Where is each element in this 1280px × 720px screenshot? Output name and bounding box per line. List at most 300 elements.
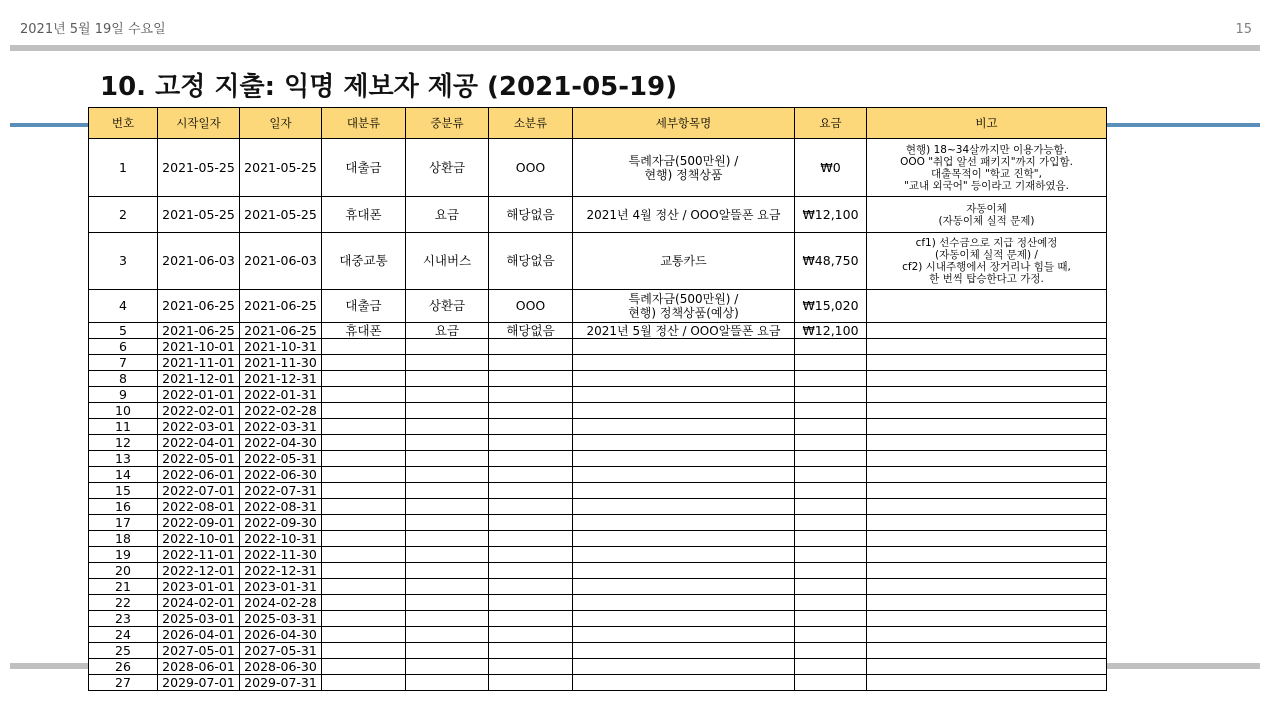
cell-category-middle — [406, 435, 489, 451]
cell-category-minor — [489, 483, 573, 499]
cell-no: 15 — [89, 483, 158, 499]
cell-category-major — [322, 515, 406, 531]
cell-category-minor: OOO — [489, 139, 573, 197]
table-row — [89, 627, 1107, 643]
cell-category-minor — [489, 339, 573, 355]
table-row — [89, 290, 1107, 323]
cell-category-minor — [489, 387, 573, 403]
cell-item-line: 현행) 정책상품(예상) — [628, 306, 739, 320]
slide-title: 10. 고정 지출: 익명 제보자 제공 (2021-05-19) — [100, 72, 678, 102]
cell-fee — [795, 451, 867, 467]
cell-category-minor: 해당없음 — [489, 233, 573, 290]
accent-line-left — [10, 123, 88, 127]
cell-note-line: cf1) 선수금으로 지급 정산예정 — [915, 237, 1058, 249]
cell-no: 3 — [89, 233, 158, 290]
cell-category-middle: 상환금 — [406, 139, 489, 197]
slide-date: 2021년 5월 19일 수요일 — [20, 22, 166, 37]
cell-category-major: 대출금 — [322, 139, 406, 197]
cell-note-line: 대출목적이 "학교 진학", — [931, 167, 1042, 180]
cell-category-minor — [489, 547, 573, 563]
cell-start-date: 2022-08-01 — [158, 499, 240, 515]
cell-no: 13 — [89, 451, 158, 467]
cell-start-date: 2021-12-01 — [158, 371, 240, 387]
cell-category-middle — [406, 483, 489, 499]
cell-item-line: 특례자금(500만원) / — [628, 153, 739, 168]
cell-date: 2028-06-30 — [240, 659, 322, 675]
cell-item-name — [573, 467, 795, 483]
cell-note — [867, 499, 1107, 515]
cell-no: 6 — [89, 339, 158, 355]
cell-category-major — [322, 355, 406, 371]
cell-fee: ₩12,100 — [795, 323, 867, 339]
table-row — [89, 675, 1107, 691]
cell-category-minor — [489, 515, 573, 531]
cell-date: 2029-07-31 — [240, 675, 322, 691]
cell-item-name — [573, 483, 795, 499]
col-header-category-middle: 중분류 — [406, 108, 489, 139]
cell-category-middle — [406, 643, 489, 659]
cell-category-middle — [406, 515, 489, 531]
cell-no: 11 — [89, 419, 158, 435]
cell-item-name — [573, 403, 795, 419]
cell-date: 2021-11-30 — [240, 355, 322, 371]
cell-category-major — [322, 435, 406, 451]
cell-start-date: 2021-10-01 — [158, 339, 240, 355]
cell-fee — [795, 611, 867, 627]
cell-fee — [795, 355, 867, 371]
cell-item-name — [573, 563, 795, 579]
cell-category-middle — [406, 467, 489, 483]
cell-fee — [795, 483, 867, 499]
cell-no: 4 — [89, 290, 158, 323]
cell-no: 12 — [89, 435, 158, 451]
cell-category-major — [322, 499, 406, 515]
cell-item-name — [573, 197, 795, 233]
cell-no: 14 — [89, 467, 158, 483]
cell-fee: ₩12,100 — [795, 197, 867, 233]
cell-category-minor — [489, 627, 573, 643]
cell-fee — [795, 563, 867, 579]
cell-start-date: 2022-02-01 — [158, 403, 240, 419]
cell-category-minor — [489, 595, 573, 611]
table-row — [89, 547, 1107, 563]
cell-fee — [795, 659, 867, 675]
cell-item-name — [573, 579, 795, 595]
cell-date: 2022-10-31 — [240, 531, 322, 547]
table-row — [89, 531, 1107, 547]
cell-note — [867, 483, 1107, 499]
cell-category-minor — [489, 467, 573, 483]
cell-category-minor: 해당없음 — [489, 323, 573, 339]
cell-start-date: 2021-11-01 — [158, 355, 240, 371]
cell-date: 2021-05-25 — [240, 197, 322, 233]
cell-start-date: 2021-05-25 — [158, 197, 240, 233]
cell-item-name — [573, 547, 795, 563]
cell-no: 2 — [89, 197, 158, 233]
cell-note — [867, 547, 1107, 563]
cell-note — [867, 451, 1107, 467]
cell-date: 2022-03-31 — [240, 419, 322, 435]
cell-item-name — [573, 339, 795, 355]
table-row — [89, 467, 1107, 483]
cell-category-major — [322, 643, 406, 659]
cell-item-name — [573, 595, 795, 611]
cell-category-minor — [489, 643, 573, 659]
cell-start-date: 2027-05-01 — [158, 643, 240, 659]
table-row — [89, 419, 1107, 435]
cell-item-name — [573, 355, 795, 371]
cell-category-middle: 상환금 — [406, 290, 489, 323]
table-row — [89, 611, 1107, 627]
cell-category-middle: 요금 — [406, 323, 489, 339]
cell-start-date: 2021-05-25 — [158, 139, 240, 197]
cell-start-date: 2028-06-01 — [158, 659, 240, 675]
cell-date: 2021-06-25 — [240, 323, 322, 339]
cell-category-middle — [406, 531, 489, 547]
cell-note — [867, 467, 1107, 483]
cell-start-date: 2022-11-01 — [158, 547, 240, 563]
cell-category-major — [322, 611, 406, 627]
cell-category-major: 대출금 — [322, 290, 406, 323]
cell-note — [867, 355, 1107, 371]
cell-item-name — [573, 451, 795, 467]
table-row — [89, 659, 1107, 675]
col-header-item-name: 세부항목명 — [573, 108, 795, 139]
cell-category-major: 휴대폰 — [322, 323, 406, 339]
cell-category-major — [322, 531, 406, 547]
cell-start-date: 2022-07-01 — [158, 483, 240, 499]
cell-note — [867, 323, 1107, 339]
cell-category-middle — [406, 595, 489, 611]
cell-category-middle — [406, 371, 489, 387]
table-row — [89, 563, 1107, 579]
cell-date: 2022-12-31 — [240, 563, 322, 579]
cell-note — [867, 579, 1107, 595]
cell-note — [867, 371, 1107, 387]
cell-note — [867, 627, 1107, 643]
cell-no: 9 — [89, 387, 158, 403]
table-row — [89, 403, 1107, 419]
cell-start-date: 2021-06-03 — [158, 233, 240, 290]
expense-table — [88, 107, 1107, 691]
cell-note — [867, 435, 1107, 451]
cell-fee — [795, 579, 867, 595]
cell-category-middle — [406, 547, 489, 563]
cell-fee — [795, 515, 867, 531]
cell-date: 2027-05-31 — [240, 643, 322, 659]
cell-date: 2022-02-28 — [240, 403, 322, 419]
cell-category-major — [322, 467, 406, 483]
cell-date: 2021-06-03 — [240, 233, 322, 290]
cell-category-major — [322, 419, 406, 435]
cell-date: 2022-01-31 — [240, 387, 322, 403]
cell-category-major — [322, 627, 406, 643]
cell-start-date: 2025-03-01 — [158, 611, 240, 627]
cell-note-line: (자동이체 실적 문제) / — [935, 249, 1038, 261]
cell-note — [867, 515, 1107, 531]
cell-category-middle: 요금 — [406, 197, 489, 233]
cell-item-line: 특례자금(500만원) / — [628, 292, 739, 306]
cell-date: 2021-06-25 — [240, 290, 322, 323]
cell-fee: ₩0 — [795, 139, 867, 197]
cell-category-middle — [406, 355, 489, 371]
cell-item-name — [573, 611, 795, 627]
cell-item-name — [573, 531, 795, 547]
col-header-no: 번호 — [89, 108, 158, 139]
cell-category-major — [322, 675, 406, 691]
cell-note — [867, 419, 1107, 435]
cell-no: 19 — [89, 547, 158, 563]
cell-note — [867, 387, 1107, 403]
cell-fee — [795, 339, 867, 355]
cell-category-major — [322, 547, 406, 563]
cell-category-minor — [489, 403, 573, 419]
cell-category-minor — [489, 499, 573, 515]
cell-date: 2022-04-30 — [240, 435, 322, 451]
cell-item-name — [573, 643, 795, 659]
cell-date: 2021-10-31 — [240, 339, 322, 355]
cell-category-middle — [406, 627, 489, 643]
cell-date: 2022-05-31 — [240, 451, 322, 467]
cell-fee: ₩48,750 — [795, 233, 867, 290]
cell-note-line: OOO "취업 알선 패키지"까지 가입함. — [900, 155, 1073, 168]
cell-fee — [795, 595, 867, 611]
cell-date: 2022-07-31 — [240, 483, 322, 499]
cell-start-date: 2022-06-01 — [158, 467, 240, 483]
cell-date: 2021-05-25 — [240, 139, 322, 197]
cell-note — [867, 339, 1107, 355]
cell-category-major: 대중교통 — [322, 233, 406, 290]
cell-category-major — [322, 659, 406, 675]
cell-date: 2022-09-30 — [240, 515, 322, 531]
cell-category-minor — [489, 531, 573, 547]
cell-no: 20 — [89, 563, 158, 579]
cell-category-minor — [489, 563, 573, 579]
cell-item-name — [573, 290, 795, 323]
cell-category-middle — [406, 563, 489, 579]
cell-start-date: 2021-06-25 — [158, 323, 240, 339]
cell-start-date: 2022-12-01 — [158, 563, 240, 579]
cell-item-name — [573, 387, 795, 403]
cell-no: 8 — [89, 371, 158, 387]
cell-fee — [795, 627, 867, 643]
col-header-start-date: 시작일자 — [158, 108, 240, 139]
cell-note — [867, 611, 1107, 627]
table-row — [89, 233, 1107, 290]
cell-start-date: 2022-05-01 — [158, 451, 240, 467]
cell-category-major — [322, 595, 406, 611]
cell-category-middle — [406, 659, 489, 675]
cell-item-name — [573, 659, 795, 675]
cell-fee — [795, 435, 867, 451]
cell-category-middle — [406, 403, 489, 419]
cell-note — [867, 139, 1107, 197]
table-row — [89, 435, 1107, 451]
cell-start-date: 2024-02-01 — [158, 595, 240, 611]
cell-no: 22 — [89, 595, 158, 611]
table-header-row — [89, 108, 1107, 139]
cell-category-middle — [406, 579, 489, 595]
table-row — [89, 595, 1107, 611]
cell-item-line: 2021년 5월 정산 / OOO알뜰폰 요금 — [586, 323, 781, 338]
cell-category-minor — [489, 675, 573, 691]
cell-start-date: 2026-04-01 — [158, 627, 240, 643]
cell-item-name — [573, 419, 795, 435]
cell-no: 25 — [89, 643, 158, 659]
cell-no: 1 — [89, 139, 158, 197]
cell-item-name — [573, 323, 795, 339]
cell-item-name — [573, 233, 795, 290]
cell-category-middle — [406, 499, 489, 515]
cell-category-minor — [489, 419, 573, 435]
bottom-divider-left — [10, 663, 88, 669]
cell-category-middle — [406, 611, 489, 627]
cell-note — [867, 643, 1107, 659]
cell-start-date: 2022-03-01 — [158, 419, 240, 435]
table-row — [89, 339, 1107, 355]
cell-category-major — [322, 387, 406, 403]
cell-fee — [795, 499, 867, 515]
cell-fee — [795, 403, 867, 419]
cell-date: 2024-02-28 — [240, 595, 322, 611]
table-row — [89, 371, 1107, 387]
cell-note-line: 자동이체 — [966, 202, 1007, 215]
cell-no: 27 — [89, 675, 158, 691]
cell-note — [867, 563, 1107, 579]
table-row — [89, 643, 1107, 659]
col-header-date: 일자 — [240, 108, 322, 139]
cell-category-major — [322, 403, 406, 419]
cell-fee — [795, 675, 867, 691]
cell-note — [867, 531, 1107, 547]
cell-category-middle — [406, 675, 489, 691]
table-row — [89, 139, 1107, 197]
cell-category-minor — [489, 611, 573, 627]
cell-date: 2023-01-31 — [240, 579, 322, 595]
cell-fee — [795, 371, 867, 387]
table-row — [89, 483, 1107, 499]
cell-category-middle: 시내버스 — [406, 233, 489, 290]
cell-no: 5 — [89, 323, 158, 339]
cell-fee — [795, 643, 867, 659]
top-divider — [10, 45, 1260, 51]
cell-category-major — [322, 339, 406, 355]
cell-no: 7 — [89, 355, 158, 371]
cell-start-date: 2022-04-01 — [158, 435, 240, 451]
cell-no: 24 — [89, 627, 158, 643]
cell-category-minor — [489, 435, 573, 451]
cell-note-line: (자동이체 실적 문제) — [938, 214, 1035, 227]
cell-item-name — [573, 435, 795, 451]
cell-item-name — [573, 371, 795, 387]
col-header-category-major: 대분류 — [322, 108, 406, 139]
cell-no: 18 — [89, 531, 158, 547]
cell-note — [867, 403, 1107, 419]
accent-line-right — [1106, 123, 1260, 127]
cell-note — [867, 197, 1107, 233]
cell-no: 23 — [89, 611, 158, 627]
table-row — [89, 579, 1107, 595]
cell-note — [867, 595, 1107, 611]
cell-no: 26 — [89, 659, 158, 675]
cell-category-major — [322, 579, 406, 595]
col-header-category-minor: 소분류 — [489, 108, 573, 139]
cell-category-middle — [406, 419, 489, 435]
cell-category-middle — [406, 339, 489, 355]
cell-start-date: 2021-06-25 — [158, 290, 240, 323]
cell-start-date: 2023-01-01 — [158, 579, 240, 595]
cell-note — [867, 675, 1107, 691]
cell-item-line: 현행) 정책상품 — [644, 167, 723, 182]
cell-fee — [795, 419, 867, 435]
cell-no: 17 — [89, 515, 158, 531]
col-header-note: 비고 — [867, 108, 1107, 139]
cell-item-name — [573, 499, 795, 515]
cell-category-major — [322, 483, 406, 499]
cell-item-line: 교통카드 — [660, 254, 707, 268]
cell-category-minor — [489, 579, 573, 595]
cell-note — [867, 290, 1107, 323]
cell-note — [867, 233, 1107, 290]
bottom-divider-right — [1106, 663, 1260, 669]
cell-date: 2022-11-30 — [240, 547, 322, 563]
cell-category-minor — [489, 371, 573, 387]
cell-note — [867, 659, 1107, 675]
cell-item-name — [573, 675, 795, 691]
cell-date: 2026-04-30 — [240, 627, 322, 643]
cell-date: 2022-06-30 — [240, 467, 322, 483]
cell-note-line: 현행) 18~34살까지만 이용가능함. — [905, 143, 1068, 156]
cell-category-major — [322, 451, 406, 467]
col-header-fee: 요금 — [795, 108, 867, 139]
cell-category-major — [322, 371, 406, 387]
cell-category-minor: OOO — [489, 290, 573, 323]
cell-date: 2025-03-31 — [240, 611, 322, 627]
cell-no: 21 — [89, 579, 158, 595]
cell-start-date: 2022-09-01 — [158, 515, 240, 531]
table-row — [89, 355, 1107, 371]
table-row — [89, 451, 1107, 467]
cell-fee — [795, 531, 867, 547]
cell-fee: ₩15,020 — [795, 290, 867, 323]
table-row — [89, 387, 1107, 403]
cell-item-name — [573, 627, 795, 643]
cell-category-middle — [406, 451, 489, 467]
table-row — [89, 499, 1107, 515]
cell-start-date: 2029-07-01 — [158, 675, 240, 691]
cell-no: 10 — [89, 403, 158, 419]
cell-category-minor — [489, 451, 573, 467]
cell-start-date: 2022-01-01 — [158, 387, 240, 403]
cell-category-major: 휴대폰 — [322, 197, 406, 233]
cell-note-line: "교내 외국어" 등이라고 기재하였음. — [903, 179, 1069, 192]
cell-note-line: 한 번씩 탑승한다고 가정. — [929, 273, 1044, 285]
cell-category-middle — [406, 387, 489, 403]
cell-date: 2022-08-31 — [240, 499, 322, 515]
cell-fee — [795, 547, 867, 563]
cell-category-major — [322, 563, 406, 579]
cell-category-minor — [489, 659, 573, 675]
table-row — [89, 197, 1107, 233]
table-row — [89, 323, 1107, 339]
cell-no: 16 — [89, 499, 158, 515]
cell-item-name — [573, 515, 795, 531]
page-number: 15 — [1235, 22, 1252, 37]
cell-category-minor — [489, 355, 573, 371]
cell-note-line: cf2) 시내주행에서 장거리나 힘들 때, — [902, 261, 1071, 273]
cell-fee — [795, 387, 867, 403]
cell-item-line: 2021년 4월 정산 / OOO알뜰폰 요금 — [586, 207, 781, 222]
